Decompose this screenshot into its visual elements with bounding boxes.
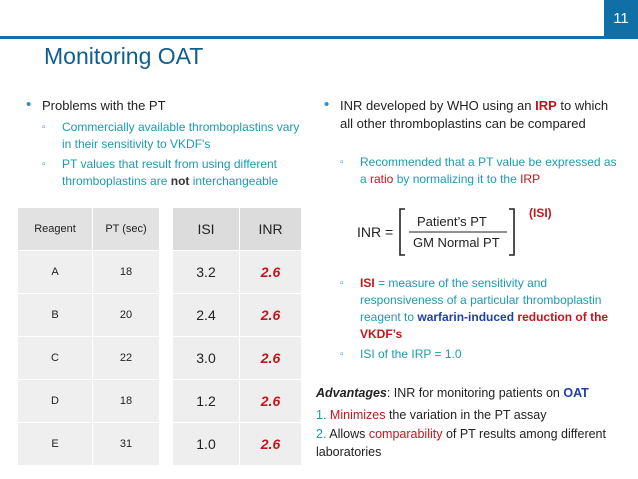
left-sub-2 [42,156,307,190]
isi-desc-text: = measure of the sensitivity and responsiveness of a particular thromboplastin reagent to [360,276,602,324]
left-bullet [26,96,302,115]
advantage-item-2 [316,425,626,461]
left-bullet-text: Problems with the PT [42,98,166,113]
isi-irp-text: ISI of the IRP = 1.0 [360,347,462,361]
slide-number: 11 [604,0,638,36]
left-sub-1 [42,119,307,153]
table-row [173,294,302,337]
pt-cell: 20 [93,294,160,337]
isi-cell: 3.2 [173,251,240,294]
pt-cell: 22 [93,337,160,380]
reduction-text: reduction of the VKDF’s [360,310,609,341]
square-bullet-icon: ▫ [42,122,46,133]
bullet-dot-icon: • [26,96,32,113]
isi-cell: 3.0 [173,337,240,380]
table-row [18,423,160,466]
ratio-text: ratio [370,172,394,186]
reagent-cell: C [18,337,93,380]
reagent-cell: D [18,380,93,423]
left-sub-1-text: Commercially available thromboplastins vary in their sensitivity to VKDF's [62,120,300,151]
table-row [18,294,160,337]
advantages-label: Advantages [316,386,387,400]
minimizes-text: Minimizes [329,408,386,422]
reagent-cell: A [18,251,93,294]
pt-cell: 18 [93,380,160,423]
slide-title: Monitoring OAT [44,43,204,69]
table-row [173,337,302,380]
inr-cell: 2.6 [240,337,302,380]
advantages-line [316,384,626,402]
right-bullet [324,96,610,133]
rec-text-b: by normalizing it to the [393,172,521,186]
item-1-number: 1. [316,408,327,422]
pt-header: PT (sec) [93,208,160,251]
square-bullet-icon: ▫ [42,159,46,170]
square-bullet-icon: ▫ [340,157,344,168]
header-rule [0,36,638,39]
pt-cell: 18 [93,251,160,294]
reagent-table [17,207,160,466]
item-2-text-a: Allows [329,427,369,441]
inr-formula [357,206,597,258]
comparability-text: comparability [368,427,443,441]
top-bar [0,0,638,37]
inr-text-b: to which all other thromboplastins can be compared [340,98,609,131]
inr-cell: 2.6 [240,294,302,337]
isi-text: ISI [360,276,375,290]
table-row [173,423,302,466]
left-sub-2-text-a: PT values that result from using different thromboplastins are [62,157,277,188]
isi-cell: 1.0 [173,423,240,466]
inr-cell: 2.6 [240,251,302,294]
rec-text-a: Recommended that a PT value be expressed as a [360,155,617,186]
isi-cell: 1.2 [173,380,240,423]
warfarin-text: warfarin-induced [417,310,515,324]
reagent-cell: E [18,423,93,466]
table-row [173,380,302,423]
left-sub-2-not: not [170,174,190,188]
irp-text: IRP [535,98,557,113]
formula-exponent: (ISI) [529,206,552,220]
isi-cell: 2.4 [173,294,240,337]
inr-cell: 2.6 [240,423,302,466]
reagent-header: Reagent [18,208,93,251]
advantage-item-1 [316,406,626,424]
square-bullet-icon: ▫ [340,278,344,289]
table-row [18,380,160,423]
irp-text-2: IRP [520,172,541,186]
inr-header: INR [240,208,302,251]
table-row [18,251,160,294]
right-sub-3 [340,346,618,363]
oat-text: OAT [563,386,589,400]
formula-denominator: GM Normal PT [413,235,500,250]
table-row [18,337,160,380]
formula-numerator: Patient’s PT [417,214,487,229]
left-sub-2-text-b: interchangeable [189,174,279,188]
formula-lhs: INR = [357,224,394,240]
square-bullet-icon: ▫ [340,349,344,360]
isi-header: ISI [173,208,240,251]
item-2-text-b: of PT results among different laboratories [316,427,606,459]
bullet-dot-icon: • [324,96,330,113]
right-sub-1 [340,154,618,188]
inr-cell: 2.6 [240,380,302,423]
item-1-text: the variation in the PT assay [385,408,547,422]
isi-inr-table [172,207,302,466]
pt-cell: 31 [93,423,160,466]
table-row [173,251,302,294]
right-sub-2 [340,275,618,343]
inr-text-a: INR developed by WHO using an [340,98,536,113]
reagent-cell: B [18,294,93,337]
advantages-text: : INR for monitoring patients on [386,386,564,400]
item-2-number: 2. [316,427,327,441]
